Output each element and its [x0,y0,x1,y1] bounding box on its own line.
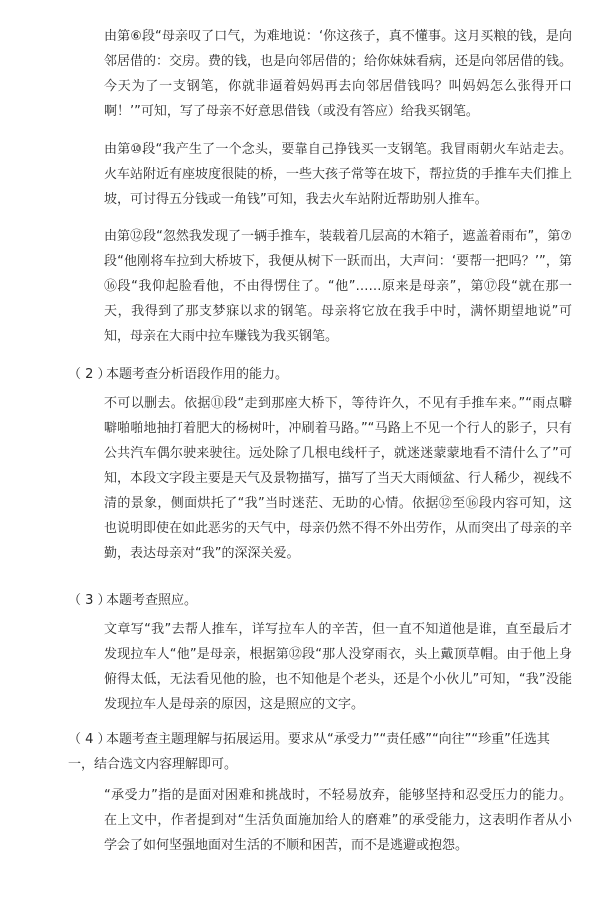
question-number: （ 4 ） [68,732,111,747]
question-4-answer: “承受力”指的是面对困难和挑战时，不轻易放弃，能够坚持和忍受压力的能力。在上文中，作者提到对“生活负面施加给人的磨难”的承受能力，这表明作者从小学会了如何坚强地面对生活的不顺和困苦，而不是逃避或抱怨。 [104,788,572,853]
question-number: （ 3 ） [68,593,111,608]
question-3-heading [68,588,572,613]
paragraph-10-analysis: 由第⑩段“我产生了一个念头，要靠自己挣钱买一支钢笔。我冒雨朝火车站走去。火车站附近有座坡度很陡的桥，一些大孩子常等在坡下，帮拉货的手推车夫们推上坡，可讨得五分钱或一角钱”可知，我去火车站附近帮助别人推车。 [104,142,573,207]
question-4-heading [68,727,572,777]
question-number: （ 2 ） [68,367,111,382]
question-2-heading [68,362,572,387]
question-heading-text: 本题考查主题理解与拓展运用。要求从“承受力”“责任感”“向往”“珍重”任选其一，结合选文内容理解即可。 [68,732,550,772]
paragraph-12-analysis: 由第⑫段“忽然我发现了一辆手推车，装载着几层高的木箱子，遮盖着雨布”，第⑦段“他刚将车拉到大桥坡下，我便从树下一跃而出，大声问：‘要帮一把吗？’”，第⑯段“我仰起脸看他，不由得愣住了。“他”……原来是母亲”，第⑰段“就在那一天，我得到了那支梦寐以求的钢笔。母亲将它放在我手中时，满怀期望地说”可知，母亲在大雨中拉车赚钱为我买钢笔。 [104,229,572,344]
question-3-answer: 文章写“我”去帮人推车，详写拉车人的辛苦，但一直不知道他是谁，直至最后才发现拉车人“他”是母亲，根据第⑫段“那人没穿雨衣，头上戴顶草帽。由于他上身俯得太低，无法看见他的脸，也不知他是个老头，还是个小伙儿”可知，“我”没能发现拉车人是母亲的原因，这是照应的文字。 [104,622,572,712]
paragraph-6-analysis: 由第⑥段“母亲叹了口气，为难地说：‘你这孩子，真不懂事。这月买粮的钱，是向邻居借的：交房。费的钱，也是向邻居借的；给你妹妹看病，还是向邻居借的钱。今天为了一支钢笔，你就非逼着妈妈再去向邻居借钱吗？叫妈妈怎么张得开口啊！’”可知，写了母亲不好意思借钱（或没有答应）给我买钢笔。 [104,29,573,119]
question-2-answer: 不可以删去。依据⑪段“走到那座大桥下，等待许久，不见有手推车来。”“雨点噼噼啪啪地抽打着肥大的杨树叶，冲刷着马路。”“马路上不见一个行人的影子，只有公共汽车偶尔驶来驶往。远处除了几根电线杆子，就迷迷蒙蒙地看不清什么了”可知，本段文字段主要是天气及景物描写，描写了当天大雨倾盆、行人稀少，视线不清的景象，侧面烘托了“我”当时迷茫、无助的心情。依据⑫至⑯段内容可知，这也说明即使在如此恶劣的天气中，母亲仍然不得不外出劳作，从而突出了母亲的辛勤，表达母亲对“我”的深深关爱。 [104,396,573,561]
question-heading-text: 本题考查分析语段作用的能力。 [106,367,289,382]
question-heading-text: 本题考查照应。 [106,593,198,608]
